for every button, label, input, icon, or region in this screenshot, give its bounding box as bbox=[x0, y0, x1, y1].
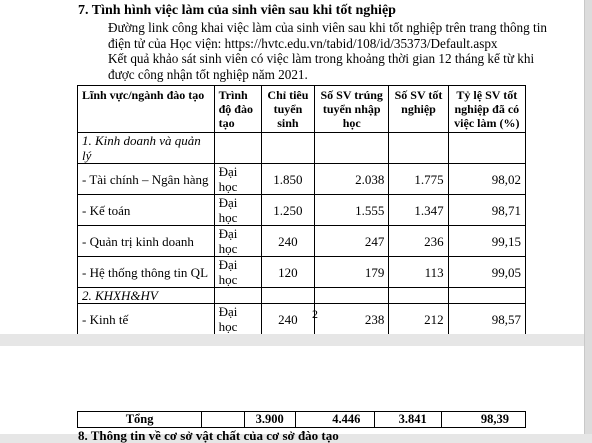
cell-enrolled: 1.555 bbox=[315, 195, 389, 226]
cell-enrolled: 247 bbox=[315, 226, 389, 257]
table-group-row bbox=[78, 288, 526, 304]
total-graduated: 3.841 bbox=[375, 412, 441, 428]
paragraph-link: Đường link công khai việc làm của sinh viên sau khi tốt nghiệp trên trang thông tin điện tử của Học viện: https://hvtc.edu.vn/tabid/108/id/35373/Default.aspx bbox=[108, 20, 547, 51]
cell-graduated: 1.775 bbox=[389, 164, 448, 195]
total-row bbox=[78, 412, 526, 428]
total-table bbox=[77, 411, 526, 428]
cell-quota: 240 bbox=[261, 226, 314, 257]
cell-level: Đại học bbox=[214, 164, 261, 195]
next-section-heading-cut: 8. Thông tin về cơ sở vật chất của cơ sở đào tạo bbox=[78, 428, 339, 443]
cell-level: Đại học bbox=[214, 304, 261, 335]
cell-rate: 99,05 bbox=[448, 257, 525, 288]
table-header-row bbox=[78, 86, 526, 133]
cell-graduated: 1.347 bbox=[389, 195, 448, 226]
section-heading: 7. Tình hình việc làm của sinh viên sau khi tốt nghiệp bbox=[78, 3, 396, 18]
total-level bbox=[202, 412, 244, 428]
group-label: 1. Kinh doanh và quản lý bbox=[78, 133, 215, 164]
cell-field: - Tài chính – Ngân hàng bbox=[78, 164, 215, 195]
cell-rate: 98,57 bbox=[448, 304, 525, 335]
table-row bbox=[78, 257, 526, 288]
cell-graduated: 212 bbox=[389, 304, 448, 335]
header-quota: Chỉ tiêu tuyển sinh bbox=[261, 86, 314, 133]
cell-graduated: 113 bbox=[389, 257, 448, 288]
cell-level: Đại học bbox=[214, 195, 261, 226]
table-group-row bbox=[78, 133, 526, 164]
page-separator bbox=[0, 334, 591, 346]
table-row bbox=[78, 164, 526, 195]
cell-quota: 1.250 bbox=[261, 195, 314, 226]
group-label: 2. KHXH&HV bbox=[78, 288, 215, 304]
viewer-scroll-edge bbox=[584, 0, 592, 434]
header-field: Lĩnh vực/ngành đào tạo bbox=[78, 86, 215, 133]
header-level: Trình độ đào tạo bbox=[214, 86, 261, 133]
table-row bbox=[78, 195, 526, 226]
paragraph-survey: Kết quả khảo sát sinh viên có việc làm trong khoảng thời gian 12 tháng kể từ khi được công nhận tốt nghiệp năm 2021. bbox=[108, 51, 535, 82]
cell-level: Đại học bbox=[214, 226, 261, 257]
cell-field: - Quản trị kinh doanh bbox=[78, 226, 215, 257]
cell-field: - Hệ thống thông tin QL bbox=[78, 257, 215, 288]
cell-quota: 240 bbox=[261, 304, 314, 335]
total-enrolled: 4.446 bbox=[295, 412, 375, 428]
header-employment-rate: Tỷ lệ SV tốt nghiệp đã có việc làm (%) bbox=[448, 86, 525, 133]
cell-enrolled: 2.038 bbox=[315, 164, 389, 195]
cell-quota: 1.850 bbox=[261, 164, 314, 195]
header-enrolled: Số SV trúng tuyển nhập học bbox=[315, 86, 389, 133]
cell-rate: 98,02 bbox=[448, 164, 525, 195]
document-page-2 bbox=[0, 346, 591, 443]
total-rate: 98,39 bbox=[441, 412, 525, 428]
cell-rate: 98,71 bbox=[448, 195, 525, 226]
cell-enrolled: 238 bbox=[315, 304, 389, 335]
cell-field: - Kế toán bbox=[78, 195, 215, 226]
cell-level: Đại học bbox=[214, 257, 261, 288]
cell-graduated: 236 bbox=[389, 226, 448, 257]
cell-enrolled: 179 bbox=[315, 257, 389, 288]
table-row bbox=[78, 226, 526, 257]
table-row bbox=[78, 304, 526, 335]
total-quota: 3.900 bbox=[244, 412, 295, 428]
header-graduated: Số SV tốt nghiệp bbox=[389, 86, 448, 133]
total-label: Tổng bbox=[78, 412, 202, 428]
cell-quota: 120 bbox=[261, 257, 314, 288]
cell-rate: 99,15 bbox=[448, 226, 525, 257]
page-number: 2 bbox=[312, 307, 318, 321]
cell-field: - Kinh tế bbox=[78, 304, 215, 335]
